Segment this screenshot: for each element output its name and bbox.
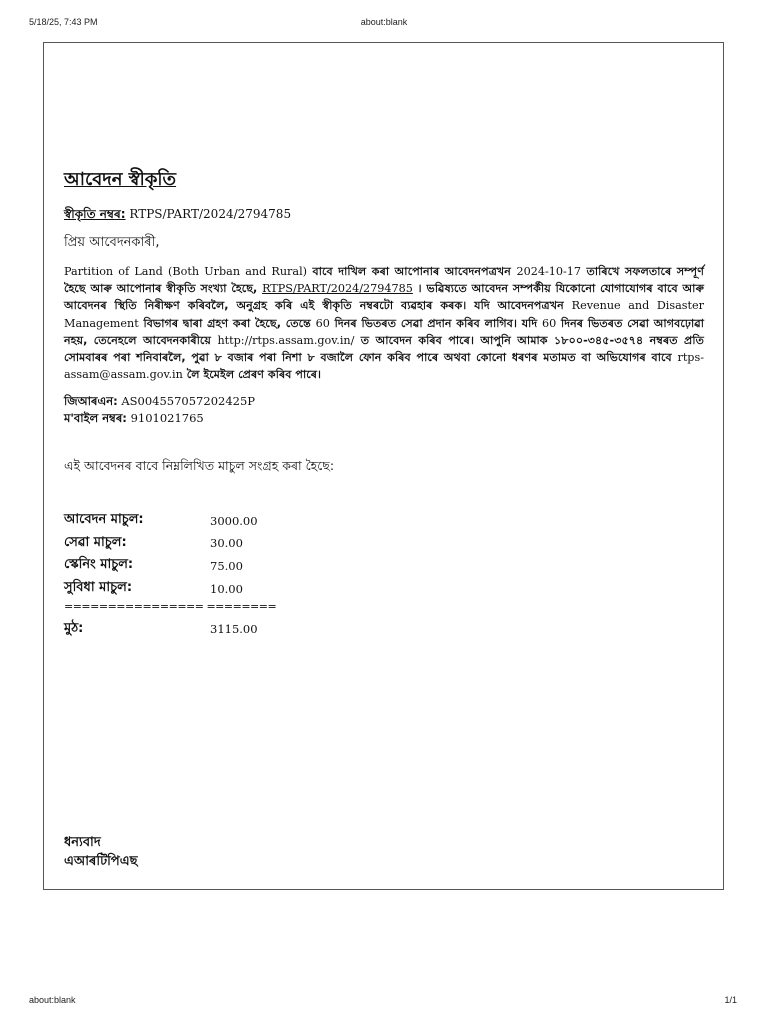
- total-label: মুঠ:: [64, 620, 84, 636]
- fee-label: সেৱা মাচুল:: [64, 534, 127, 550]
- fee-row-facility: [64, 577, 704, 600]
- body-text-7: ত আবেদন কৰিব পাৰে। আপুনি আমাক ১৮০০-৩৪৫-৩৫৭৪ নম্বৰত প্ৰতি সোমবাৰৰ পৰা শনিবাৰলৈ, পুৱা ৮ বজাৰ পৰা নিশা ৮ বজালৈ ফোন কৰিব পাৰে অথবা কোনো ধৰণৰ মতামত বা অভিযোগৰ বাবে: [64, 333, 704, 365]
- acknowledgement-line: [64, 205, 704, 223]
- service-name: Partition of Land (Both Urban and Rural): [64, 265, 308, 278]
- print-page-title: about:blank: [360, 17, 408, 27]
- department-name: Revenue and Disaster Management: [64, 299, 704, 330]
- body-text-3: । ভৱিষ্যতে আবেদন সম্পৰ্কীয় যিকোনো যোগাযোগৰ বাবে আৰু আবেদনৰ স্থিতি নিৰীক্ষণ কৰিবলৈ, অনুগ্ৰহ কৰি এই স্বীকৃতি নম্বৰটো ব্যৱহাৰ কৰক। যদি আবেদনপত্ৰখন: [64, 282, 704, 313]
- fee-label: স্কেনিং মাচুল:: [64, 557, 134, 573]
- body-paragraph: [64, 263, 704, 383]
- grn-value: AS004557057202425P: [121, 394, 256, 409]
- application-date: 2024-10-17: [516, 265, 581, 278]
- document-content: [64, 169, 704, 640]
- fee-label: আবেদন মাচুল:: [64, 512, 144, 528]
- document-frame: [43, 42, 724, 890]
- mobile-label: ম'বাইল নম্বৰ:: [64, 411, 127, 426]
- fee-row-application: [64, 509, 704, 532]
- body-text-5: দিনৰ ভিতৰত সেৱা প্ৰদান কৰিব লাগিব। যদি: [329, 316, 543, 330]
- document-title: আবেদন স্বীকৃতি: [64, 169, 177, 190]
- body-text-2: তাৰিখে সফলতাৰে সম্পূৰ্ণ হৈছে আৰু আপোনাৰ স্বীকৃতি সংখ্যা হৈছে,: [64, 265, 704, 296]
- fees-intro: এই আবেদনৰ বাবে নিম্নলিখিত মাচুল সংগ্ৰহ কৰা হৈছে:: [64, 458, 335, 474]
- body-text-4: বিভাগৰ দ্বাৰা গ্ৰহণ কৰা হৈছে, তেন্তে: [138, 316, 316, 330]
- total-value: 3115.00: [210, 622, 258, 637]
- fee-value: 30.00: [210, 536, 243, 551]
- fee-row-service: [64, 532, 704, 555]
- fee-separator: ================ ========: [64, 599, 277, 613]
- closing-block: [64, 833, 138, 871]
- fee-value: 10.00: [210, 581, 243, 596]
- rtps-email-link[interactable]: rtps-assam@assam.gov.in: [64, 351, 704, 382]
- rtps-url-link[interactable]: http://rtps.assam.gov.in/: [217, 333, 355, 347]
- closing-thanks: ধন্যবাদ: [64, 835, 101, 850]
- grn-line: [64, 393, 704, 410]
- ack-number: RTPS/PART/2024/2794785: [129, 207, 292, 221]
- fee-row-total: [64, 618, 704, 641]
- grn-label: জিআৰএন:: [64, 394, 118, 409]
- salutation: প্ৰিয় আবেদনকাৰী,: [64, 235, 160, 250]
- fee-value: 75.00: [210, 558, 243, 573]
- fee-table: [64, 509, 704, 640]
- fee-label: সুবিধা মাচুল:: [64, 580, 133, 595]
- fee-row-scanning: [64, 555, 704, 578]
- ack-number-label: স্বীকৃতি নম্বৰ:: [64, 207, 126, 221]
- body-text-1: বাবে দাখিল কৰা আপোনাৰ আবেদনপত্ৰখন: [307, 265, 517, 278]
- closing-signature: এআৰটিপিএছ: [64, 854, 138, 869]
- body-text-6: দিনৰ ভিতৰত সেৱা আগবঢ়োৱা নহয়, তেনেহলে আবেদনকাৰীয়ে: [64, 316, 704, 347]
- service-days-2: 60: [542, 316, 557, 330]
- service-days: 60: [315, 316, 330, 330]
- print-datetime: 5/18/25, 7:43 PM: [29, 17, 98, 27]
- body-ack-number: RTPS/PART/2024/2794785: [262, 282, 413, 296]
- mobile-line: [64, 410, 704, 427]
- print-footer-url: about:blank: [29, 995, 76, 1005]
- print-page-number: 1/1: [724, 995, 737, 1005]
- fee-value: 3000.00: [210, 513, 258, 528]
- mobile-value: 9101021765: [130, 411, 204, 426]
- body-text-8: লৈ ইমেইল প্ৰেৰণ কৰিব পাৰে।: [182, 368, 322, 382]
